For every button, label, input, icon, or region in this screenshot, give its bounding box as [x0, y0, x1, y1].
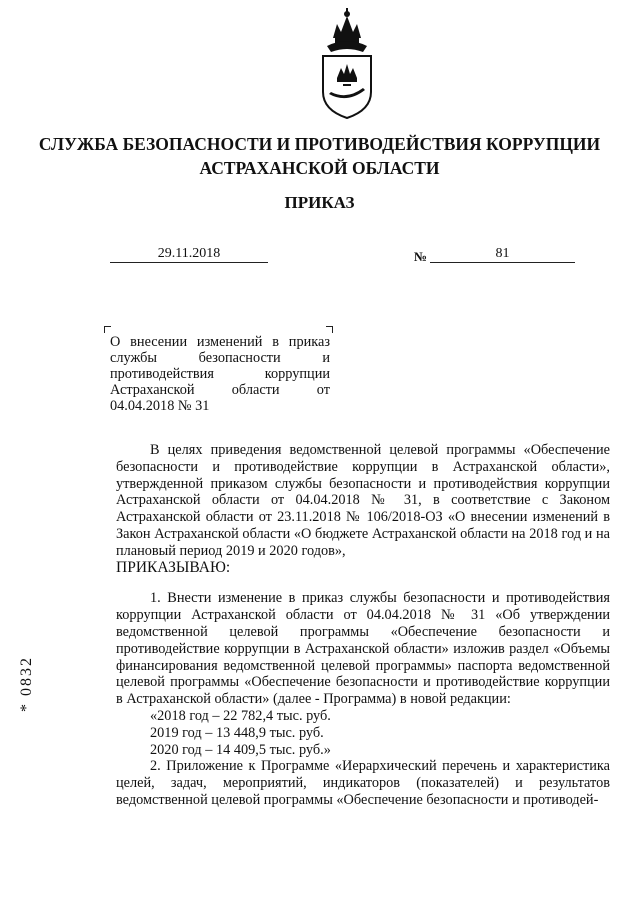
coat-of-arms-emblem	[313, 8, 381, 120]
order-subject: О внесении изменений в приказ службы безопасности и противодействия коррупции Астраханской области от 04.04.2018 № 31	[110, 334, 330, 414]
document-type: ПРИКАЗ	[284, 193, 355, 212]
funding-line-2018: «2018 год – 22 782,4 тыс. руб.	[150, 707, 331, 724]
number-label: №	[414, 249, 428, 264]
registration-stamp: * 0832	[18, 656, 35, 712]
subject-bracket-left	[104, 326, 111, 333]
item-1-paragraph: 1. Внести изменение в приказ службы безопасности и противодействия коррупции Астраханской области от 04.04.2018 № 31 «Об утверждении ведомственной целевой программы «Обеспечение безопасности и противодействие коррупции в Астраханской области» изложив раздел «Объемы финансирования ведомственной целевой программы» паспорта ведомственной целевой программы «Обеспечение безопасности и противодействие коррупции в Астраханской области» (далее - Программа) в новой редакции:	[116, 590, 610, 708]
subject-bracket-right	[326, 326, 333, 333]
order-number: 81	[430, 246, 575, 263]
organization-name-line2: АСТРАХАНСКОЙ ОБЛАСТИ	[199, 158, 440, 178]
order-directive: ПРИКАЗЫВАЮ:	[116, 558, 231, 576]
item-2-paragraph: 2. Приложение к Программе «Иерархический перечень и характеристика целей, задач, мероприятий, индикаторов (показателей) и результатов ведомственной целевой программы «Обеспечение безопасности и противодей-	[116, 758, 610, 808]
order-body	[116, 442, 610, 809]
preamble-paragraph: В целях приведения ведомственной целевой программы «Обеспечение безопасности и противодействие коррупции в Астраханской области», утвержденной приказом службы безопасности и противодействия коррупции Астраханской области от 04.04.2018 № 31, в соответствие с Законом Астраханской области от 23.11.2018 № 106/2018-ОЗ «О внесении изменений в Закон Астраханской области «О бюджете Астраханской области на 2018 год и на плановый период 2019 и 2020 годов»,	[116, 442, 610, 559]
organization-name-line1: СЛУЖБА БЕЗОПАСНОСТИ И ПРОТИВОДЕЙСТВИЯ КОРРУПЦИИ	[38, 134, 601, 154]
funding-line-2020: 2020 год – 14 409,5 тыс. руб.»	[150, 741, 331, 758]
funding-line-2019: 2019 год – 13 448,9 тыс. руб.	[150, 724, 324, 741]
order-date: 29.11.2018	[110, 246, 268, 263]
